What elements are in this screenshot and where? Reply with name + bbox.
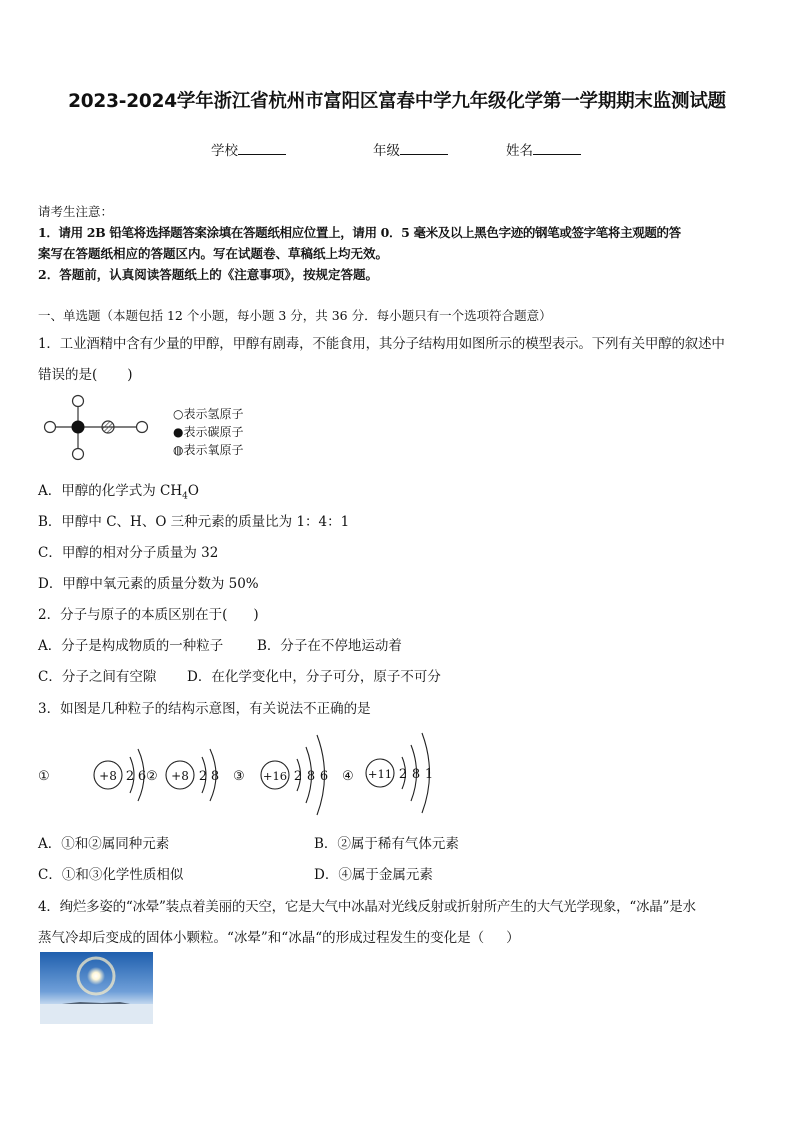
p2-label: ②	[146, 769, 158, 784]
p1-shell-2-count: 6	[137, 769, 147, 784]
q2-option-a: A．分子是构成物质的一种粒子	[38, 638, 224, 654]
notice-line1a: 1．请用 2B 铅笔将选择题答案涂填在答题纸相应位置上，请用 0．5 毫米及以上黑色字迹的钢笔或签字笔将主观题的答	[38, 225, 681, 240]
grade-blank	[400, 142, 448, 155]
oxygen-atom	[102, 421, 114, 433]
photo-ground	[40, 1004, 153, 1024]
grade-field	[373, 139, 448, 159]
p3-shell-3-count: 6	[319, 769, 329, 784]
q4-stem-line2	[38, 926, 520, 946]
q2-option-b: B．分子在不停地运动着	[257, 638, 402, 654]
q3-stem: 3．如图是几种粒子的结构示意图，有关说法不正确的是	[38, 701, 371, 717]
legend-hydrogen: ○表示氢原子	[173, 407, 244, 421]
section-heading: 一、单选题（本题包括 12 个小题，每小题 3 分，共 36 分．每小题只有一个选项符合题意）	[38, 308, 552, 323]
p4-shell-2-count: 8	[411, 767, 421, 782]
hydrogen-atom-left	[45, 422, 56, 433]
q1-option-b: B．甲醇中 C、H、O 三种元素的质量比为 1：4：1	[38, 514, 350, 530]
q1-stem-line2	[38, 363, 133, 383]
q2-option-c: C．分子之间有空隙	[38, 669, 157, 685]
p4-shell-1-count: 2	[398, 767, 408, 782]
school-field	[211, 139, 286, 159]
legend-carbon: ●表示碳原子	[173, 425, 244, 439]
q3-option-b: B．②属于稀有气体元素	[314, 836, 459, 852]
notice-line1b: 案写在答题纸相应的答题区内。写在试题卷、草稿纸上均无效。	[38, 246, 389, 261]
q1-option-d: D．甲醇中氧元素的质量分数为 50%	[38, 576, 259, 592]
p1-label: ①	[38, 769, 50, 784]
q3-option-a: A．①和②属同种元素	[38, 836, 170, 852]
q3-option-d: D．④属于金属元素	[314, 867, 433, 883]
q1-stem-text: 错误的是(	[38, 367, 98, 383]
hydrogen-atom-bottom	[73, 449, 84, 460]
q3-option-c: C．①和③化学性质相似	[38, 867, 184, 883]
particle-structure-figure	[34, 725, 444, 825]
p3-shell-2-count: 8	[306, 769, 316, 784]
name-label: 姓名	[506, 143, 533, 159]
p1-nucleus: +8	[99, 769, 117, 783]
hydrogen-atom-right	[137, 422, 148, 433]
q1-option-a-tail: O	[187, 483, 199, 499]
ice-halo-photo	[40, 952, 153, 1024]
q4-stem-line1: 4．绚烂多姿的“冰晕”装点着美丽的天空，它是大气中冰晶对光线反射或折射所产生的大气光学现象，“冰晶”是水	[38, 899, 696, 915]
q1-option-a	[38, 479, 199, 502]
grade-label: 年级	[373, 143, 400, 159]
q1-option-c: C．甲醇的相对分子质量为 32	[38, 545, 219, 561]
q2-stem-text: 2．分子与原子的本质区别在于(	[38, 607, 228, 623]
p4-nucleus: +11	[367, 767, 393, 781]
school-blank	[238, 142, 286, 155]
sun	[87, 967, 105, 985]
notice-heading: 请考生注意：	[38, 204, 114, 219]
school-label: 学校	[211, 143, 238, 159]
q2-option-d: D．在化学变化中，分子可分，原子不可分	[187, 669, 441, 685]
q2-stem	[38, 603, 259, 623]
p4-shell-3-count: 1	[424, 767, 434, 782]
name-field	[506, 139, 581, 159]
p4-label: ④	[342, 769, 354, 784]
name-blank	[533, 142, 581, 155]
q1-paren-close: )	[127, 367, 133, 383]
p3-label: ③	[233, 769, 245, 784]
q2-paren-close: )	[253, 607, 259, 623]
p2-shell-1-count: 2	[198, 769, 208, 784]
p2-nucleus: +8	[171, 769, 189, 783]
legend-oxygen: ◍表示氧原子	[173, 443, 244, 457]
carbon-atom	[72, 421, 84, 433]
q4-stem-text: 蒸气冷却后变成的固体小颗粒。“冰晕”和“冰晶“的形成过程发生的变化是（	[38, 930, 485, 946]
p2-shell-2-count: 8	[210, 769, 220, 784]
page-title: 2023-2024学年浙江省杭州市富阳区富春中学九年级化学第一学期期末监测试题	[68, 91, 726, 112]
p3-shell-1-count: 2	[293, 769, 303, 784]
q1-stem-line1: 1．工业酒精中含有少量的甲醇，甲醇有剧毒，不能食用，其分子结构用如图所示的模型表示。下列有关甲醇的叙述中	[38, 336, 725, 352]
hydrogen-atom-top	[73, 396, 84, 407]
q4-paren-close: ）	[506, 930, 520, 946]
notice-line2: 2．答题前，认真阅读答题纸上的《注意事项》，按规定答题。	[38, 267, 378, 282]
p3-nucleus: +16	[262, 769, 288, 783]
q1-option-a-subscript: 4	[182, 491, 188, 502]
p1-shell-1-count: 2	[125, 769, 135, 784]
methanol-model-figure	[36, 393, 166, 465]
q1-option-a-text: A．甲醇的化学式为 CH	[38, 483, 183, 499]
